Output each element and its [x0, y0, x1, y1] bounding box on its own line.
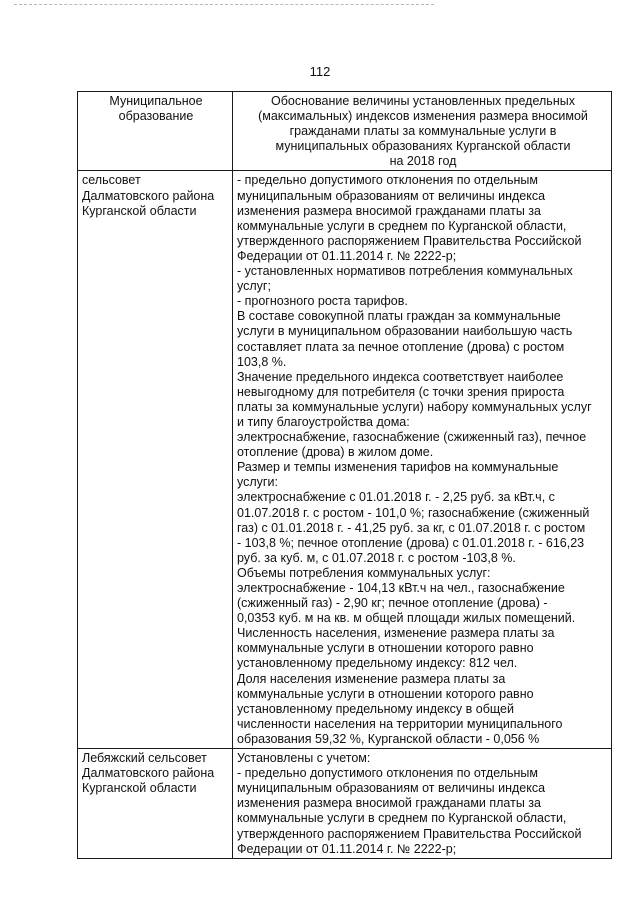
scan-edge-line [14, 4, 434, 5]
text-line: коммунальные услуги в отношении которого равно [237, 641, 534, 656]
text-line: 01.07.2018 г. с ростом - 101,0 %; газоснабжение (сжиженный [237, 505, 590, 520]
text-line: сельсовет [82, 173, 141, 188]
text-line: отопление (дрова) в жилом доме. [237, 445, 434, 460]
text-line: руб. за куб. м, с 01.07.2018 г. с ростом -103,8 %. [237, 550, 516, 565]
text-line: и типу благоустройства дома: [237, 414, 410, 429]
text-line: муниципальным образованиям от величины индекса [237, 781, 546, 796]
text-line: 103,8 %. [237, 354, 287, 369]
header-justification-line: на 2018 год [389, 154, 457, 169]
text-line: Курганской области [82, 203, 197, 218]
text-line: Далматовского района [82, 188, 215, 203]
text-line: Федерации от 01.11.2014 г. № 2222-р; [237, 841, 457, 856]
municipality-cell [78, 171, 233, 749]
text-line: изменения размера вносимой гражданами платы за [237, 796, 541, 811]
header-justification-cell [233, 92, 612, 171]
text-line: установленному предельному индексу: 812 чел. [237, 656, 518, 671]
table-header-row [78, 92, 612, 171]
text-line: Федерации от 01.11.2014 г. № 2222-р; [237, 248, 457, 263]
text-line: - 103,8 %; печное отопление (дрова) с 01.01.2018 г. - 616,23 [237, 535, 585, 550]
text-line: численности населения на территории муниципального [237, 716, 563, 731]
text-line: электроснабжение с 01.01.2018 г. - 2,25 руб. за кВт.ч, с [237, 490, 555, 505]
text-line: утвержденного распоряжением Правительства Российской [237, 826, 582, 841]
header-municipality-line: образование [118, 109, 194, 124]
text-line: изменения размера вносимой гражданами платы за [237, 203, 541, 218]
justification-table [77, 91, 612, 859]
text-line: Доля населения изменение размера платы за [237, 671, 506, 686]
justification-cell [233, 749, 612, 859]
text-line: составляет плата за печное отопление (дрова) с ростом [237, 339, 565, 354]
text-line: муниципальным образованиям от величины индекса [237, 188, 546, 203]
text-line: - предельно допустимого отклонения по отдельным [237, 766, 539, 781]
text-line: - прогнозного роста тарифов. [237, 294, 408, 309]
header-municipality-cell [78, 92, 233, 171]
text-line: коммунальные услуги в среднем по Курганской области, [237, 218, 567, 233]
justification-cell [233, 171, 612, 749]
header-municipality-line: Муниципальное [109, 94, 203, 108]
text-line: Численность населения, изменение размера платы за [237, 626, 555, 641]
text-line: невыгодному для потребителя (с точки зрения прироста [237, 384, 565, 399]
text-line: платы за коммунальные услуги) набору коммунальных услуг [237, 399, 592, 414]
municipality-cell [78, 749, 233, 859]
text-line: Курганской области [82, 781, 197, 796]
table-row [78, 171, 612, 749]
text-line: - установленных нормативов потребления коммунальных [237, 264, 573, 279]
text-line: электроснабжение, газоснабжение (сжиженный газ), печное [237, 430, 587, 445]
text-line: (сжиженный газ) - 2,90 кг; печное отопление (дрова) - [237, 596, 548, 611]
text-line: утвержденного распоряжением Правительства Российской [237, 233, 582, 248]
header-justification-line: гражданами платы за коммунальные услуги в [289, 124, 557, 139]
text-line: Значение предельного индекса соответствует наиболее [237, 369, 564, 384]
header-justification-line: (максимальных) индексов изменения размера вносимой [258, 109, 588, 124]
text-line: услуги в муниципальном образовании наибольшую часть [237, 324, 573, 339]
text-line: коммунальные услуги в среднем по Курганской области, [237, 811, 567, 826]
text-line: электроснабжение - 104,13 кВт.ч на чел., газоснабжение [237, 581, 565, 595]
text-line: Установлены с учетом: [237, 751, 371, 766]
header-justification-line: Обоснование величины установленных предельных [271, 94, 575, 108]
text-line: Далматовского района [82, 766, 215, 781]
text-line: В составе совокупной платы граждан за коммунальные [237, 309, 561, 324]
text-line: - предельно допустимого отклонения по отдельным [237, 173, 539, 188]
text-line: Объемы потребления коммунальных услуг: [237, 565, 491, 580]
text-line: услуг; [237, 279, 271, 294]
text-line: 0,0353 куб. м на кв. м общей площади жилых помещений. [237, 611, 576, 626]
text-line: Лебяжский сельсовет [82, 751, 207, 766]
header-justification-line: муниципальных образованиях Курганской области [275, 139, 571, 154]
text-line: установленному предельному индексу в общей [237, 701, 514, 716]
text-line: газ) с 01.01.2018 г. - 41,25 руб. за кг, с 01.07.2018 г. с ростом [237, 520, 586, 535]
text-line: услуги: [237, 475, 278, 490]
text-line: Размер и темпы изменения тарифов на коммунальные [237, 460, 559, 475]
text-line: образования 59,32 %, Курганской области - 0,056 % [237, 731, 540, 746]
text-line: коммунальные услуги в отношении которого равно [237, 686, 534, 701]
page-number: 112 [309, 64, 331, 79]
table-row [78, 749, 612, 859]
